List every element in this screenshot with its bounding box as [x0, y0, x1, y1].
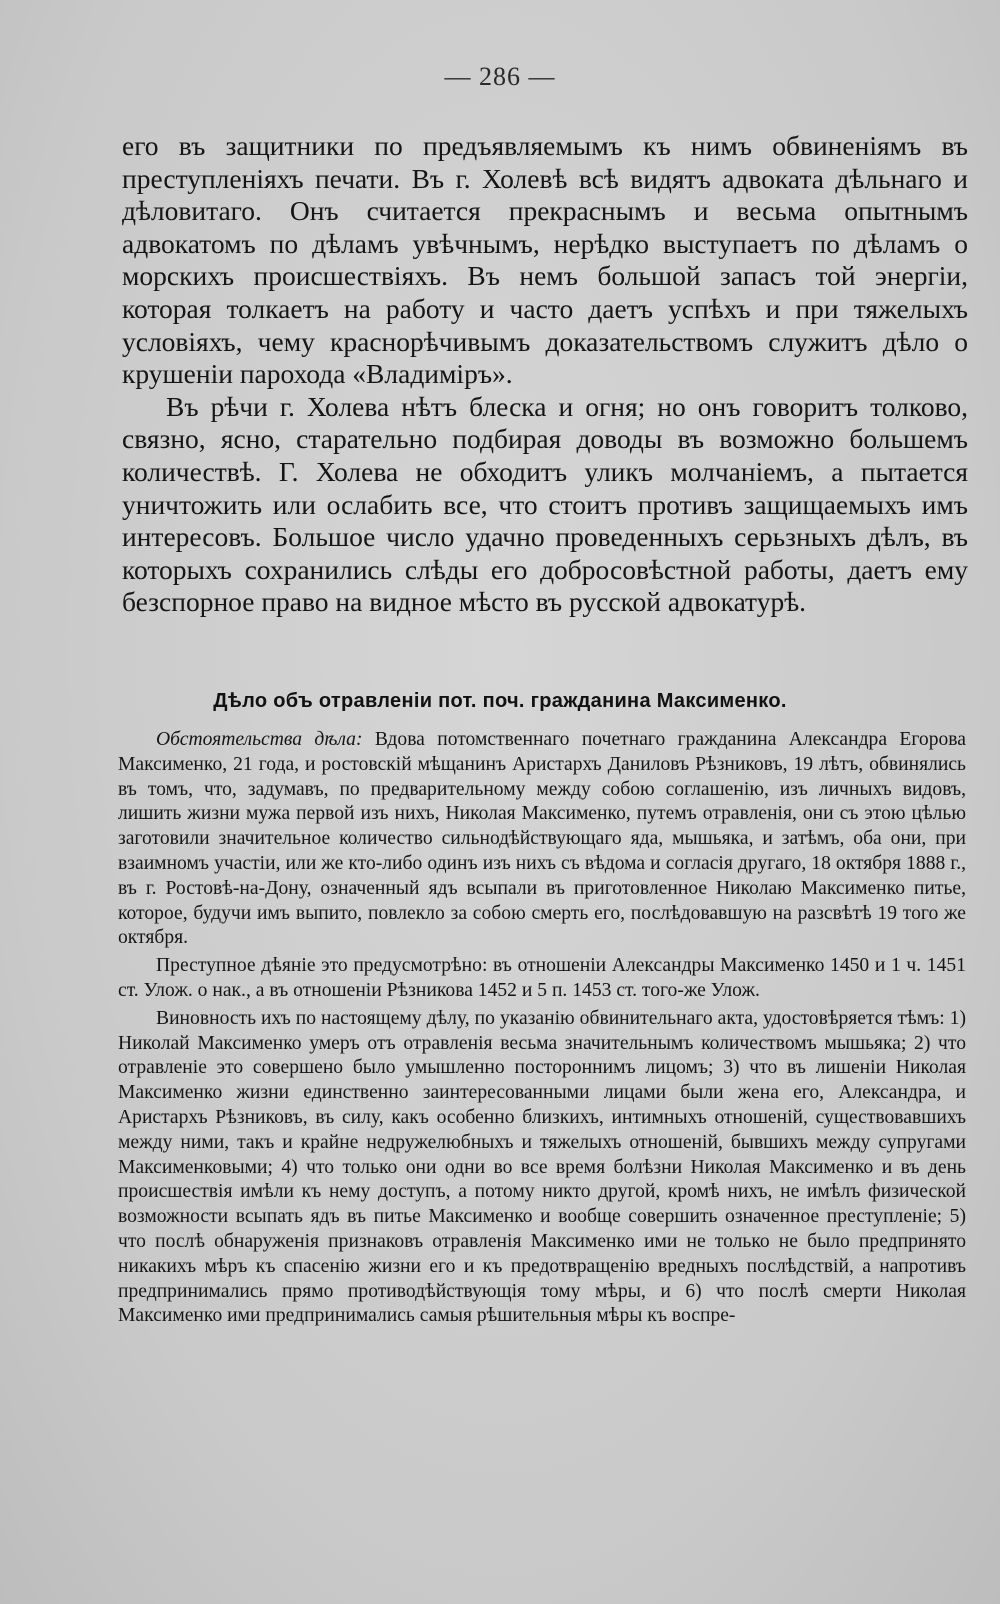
page-number: — 286 —	[444, 62, 556, 91]
section-heading: Дѣло объ отравленіи пот. поч. гражданина Максименко.	[213, 690, 787, 712]
circumstances-text: Вдова потомственнаго почетнаго гражданина Александра Егорова Максименко, 21 года, и ростовскій мѣщанинъ Аристархъ Даниловъ Рѣзниковъ, 19 лѣтъ, обвинялись въ томъ, что, задумавъ, по предварительному между собою соглашенію, изъ личныхъ видовъ, лишить жизни мужа первой изъ нихъ, Николая Максименко, путемъ отравленія, они съ этою цѣлью заготовили значительное количество сильнодѣйствующаго яда, мышьяка, и затѣмъ, оба они, при взаимномъ участіи, или же кто-либо одинъ изъ нихъ съ вѣдома и согласія другаго, 18 октября 1888 г., въ г. Ростовѣ-на-Дону, означенный ядъ всыпали въ приготовленное Николаю Максименко питье, которое, будучи имъ выпито, повлекло за собою смерть его, послѣдовавшую на разсвѣтѣ 19 того же октября.	[118, 729, 966, 949]
paragraph: Въ рѣчи г. Холева нѣтъ блеска и огня; но онъ говоритъ толково, связно, ясно, старательно подбирая доводы въ возможно большемъ количествѣ. Г. Холева не обходитъ уликъ молчаніемъ, а пытается уничтожить или ослабить все, что стоитъ противъ защищаемыхъ имъ интересовъ. Большое число удачно проведенныхъ серьзныхъ дѣлъ, въ которыхъ сохранились слѣды его добросовѣстной работы, даетъ ему безспорное право на видное мѣсто въ русской адвокатурѣ.	[122, 390, 968, 618]
upper-text-block	[122, 130, 968, 619]
circumstances-lead: Обстоятельства дѣла:	[156, 729, 363, 750]
paragraph: Преступное дѣяніе это предусмотрѣно: въ отношеніи Александры Максименко 1450 и 1 ч. 1451 ст. Улож. о нак., а въ отношеніи Рѣзникова 1452 и 5 п. 1453 ст. того-же Улож.	[118, 955, 966, 1001]
circumstances-paragraph	[118, 728, 966, 951]
paragraph: его въ защитники по предъявляемымъ къ нимъ обвиненіямъ въ преступленіяхъ печати. Въ г. Холевѣ всѣ видятъ адвоката дѣльнаго и дѣловитаго. Онъ считается прекраснымъ и весьма опытнымъ адвокатомъ по дѣламъ увѣчнымъ, нерѣдко выступаетъ по дѣламъ о морскихъ происшествіяхъ. Въ немъ большой запасъ той энергіи, которая толкаетъ на работу и часто даетъ успѣхъ и при тяжелыхъ условіяхъ, чему краснорѣчивымъ доказательствомъ служитъ дѣло о крушеніи парохода «Владиміръ».	[122, 130, 968, 390]
case-text-block	[118, 728, 966, 1329]
paragraph: Виновность ихъ по настоящему дѣлу, по указанію обвинительнаго акта, удостовѣряется тѣмъ: 1) Николай Максименко умеръ отъ отравленія весьма значительнымъ количествомъ мышьяка; 2) что отравленіе это совершено было умышленно постороннимъ лицомъ; 3) что въ лишеніи Николая Максименко жизни единственно заинтересованными лицами были жена его, Александра, и Аристархъ Рѣзниковъ, въ силу, какъ особенно близкихъ, интимныхъ отношеній, существовавшихъ между ними, такъ и крайне недружелюбныхъ и тяжелыхъ отношеній, бывшихъ между супругами Максименковыми; 4) что только они одни во все время болѣзни Николая Максименко и въ день происшествія имѣли къ нему доступъ, а потому никто другой, кромѣ нихъ, не имѣлъ физической возможности всыпать ядъ въ питье Максименко и вообще совершить означенное преступленіе; 5) что послѣ обнаруженія признаковъ отравленія Максименко ими не только не было предпринято никакихъ мѣръ къ спасенію жизни его и къ предотвращенію вредныхъ послѣдствій, а напротивъ предпринимались прямо противодѣйствующія тому мѣры, и 6) что послѣ смерти Николая Максименко ими предпринимались самыя рѣшительныя мѣры къ воспре-	[118, 1007, 966, 1327]
